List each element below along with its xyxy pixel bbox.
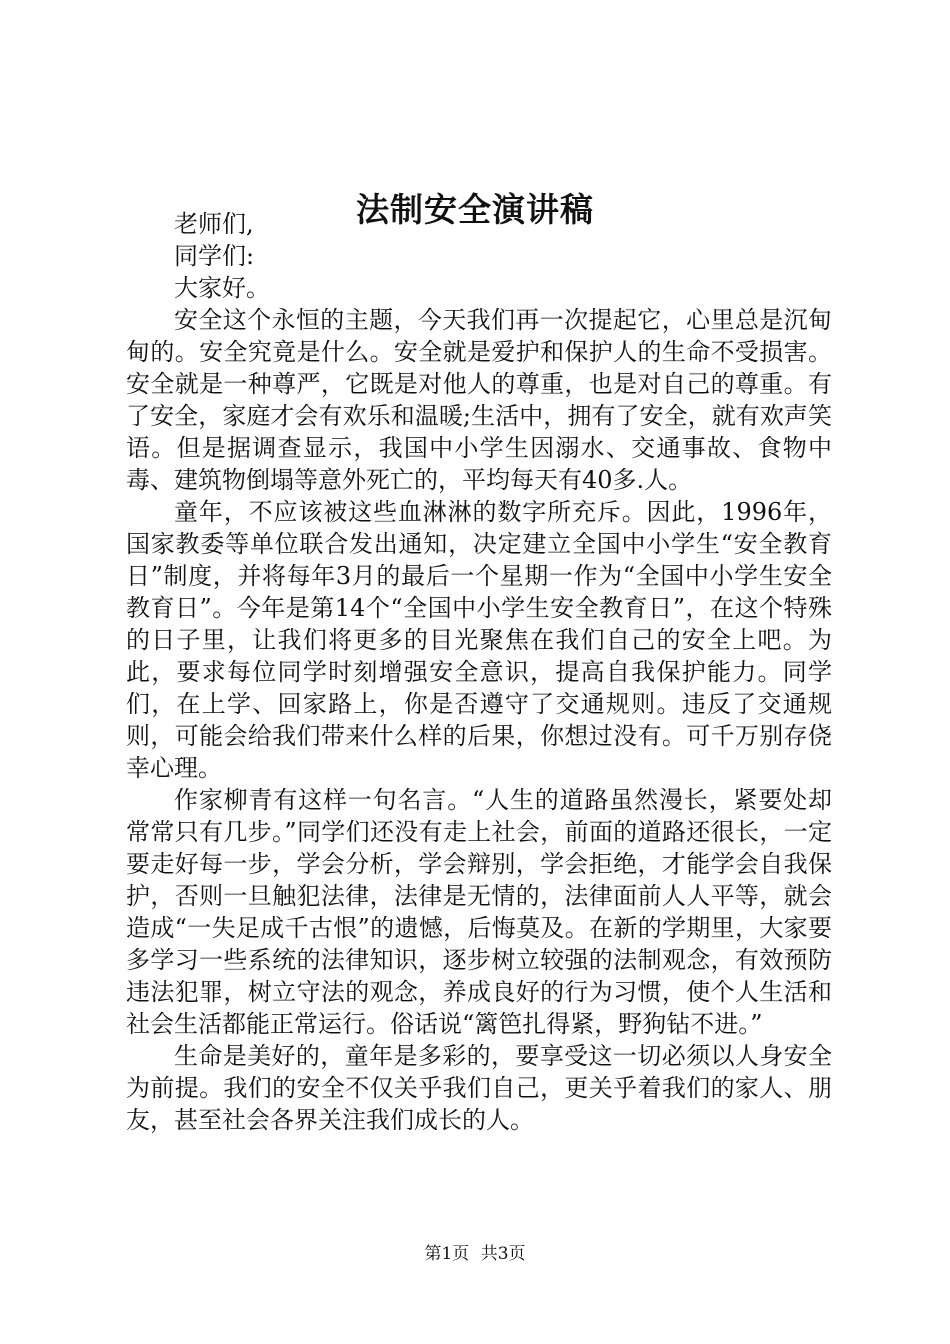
paragraph-3: 作家柳青有这样一句名言。“人生的道路虽然漫长，紧要处却常常只有几步。”同学们还没有走上社会，前面的道路还很长，一定要走好每一步，学会分析，学会辩别，学会拒绝，才能学会自我保护，否则一旦触犯法律，法律是无情的，法律面前人人平等，就会造成“一失足成千古恨”的遗憾，后悔莫及。在新的学期里，大家要多学习一些系统的法律知识，逐步树立较强的法制观念，有效预防违法犯罪，树立守法的观念，养成良好的行为习惯，使个人生活和社会生活都能正常运行。俗话说“篱笆扎得紧，野狗钻不进。”	[126, 786, 832, 1038]
page-footer	[0, 1242, 950, 1266]
greeting-teachers: 老师们,	[174, 210, 254, 238]
page-title: 法制安全演讲稿	[356, 190, 594, 229]
greeting-students: 同学们:	[174, 242, 255, 270]
page-number-total: 共3页	[480, 1244, 526, 1264]
paragraph-1: 安全这个永恒的主题，今天我们再一次提起它，心里总是沉甸甸的。安全究竟是什么。安全就是爱护和保护人的生命不受损害。安全就是一种尊严，它既是对他人的尊重，也是对自己的尊重。有了安全，家庭才会有欢乐和温暖;生活中，拥有了安全，就有欢声笑语。但是据调查显示，我国中小学生因溺水、交通事故、食物中毒、建筑物倒塌等意外死亡的，平均每天有40多.人。	[126, 306, 832, 494]
paragraph-4: 生命是美好的，童年是多彩的，要享受这一切必须以人身安全为前提。我们的安全不仅关乎我们自己，更关乎着我们的家人、朋友，甚至社会各界关注我们成长的人。	[126, 1042, 832, 1134]
page-number-current: 第1页	[424, 1244, 470, 1264]
greeting-hello: 大家好。	[174, 274, 270, 302]
paragraph-2: 童年，不应该被这些血淋淋的数字所充斥。因此，1996年，国家教委等单位联合发出通知，决定建立全国中小学生“安全教育日”制度，并将每年3月的最后一个星期一作为“全国中小学生安全教育日”。今年是第14个“全国中小学生安全教育日”，在这个特殊的日子里，让我们将更多的目光聚焦在我们自己的安全上吧。为此，要求每位同学时刻增强安全意识，提高自我保护能力。同学们，在上学、回家路上，你是否遵守了交通规则。违反了交通规则，可能会给我们带来什么样的后果，你想过没有。可千万别存侥幸心理。	[126, 498, 832, 782]
document-body	[126, 208, 832, 1136]
